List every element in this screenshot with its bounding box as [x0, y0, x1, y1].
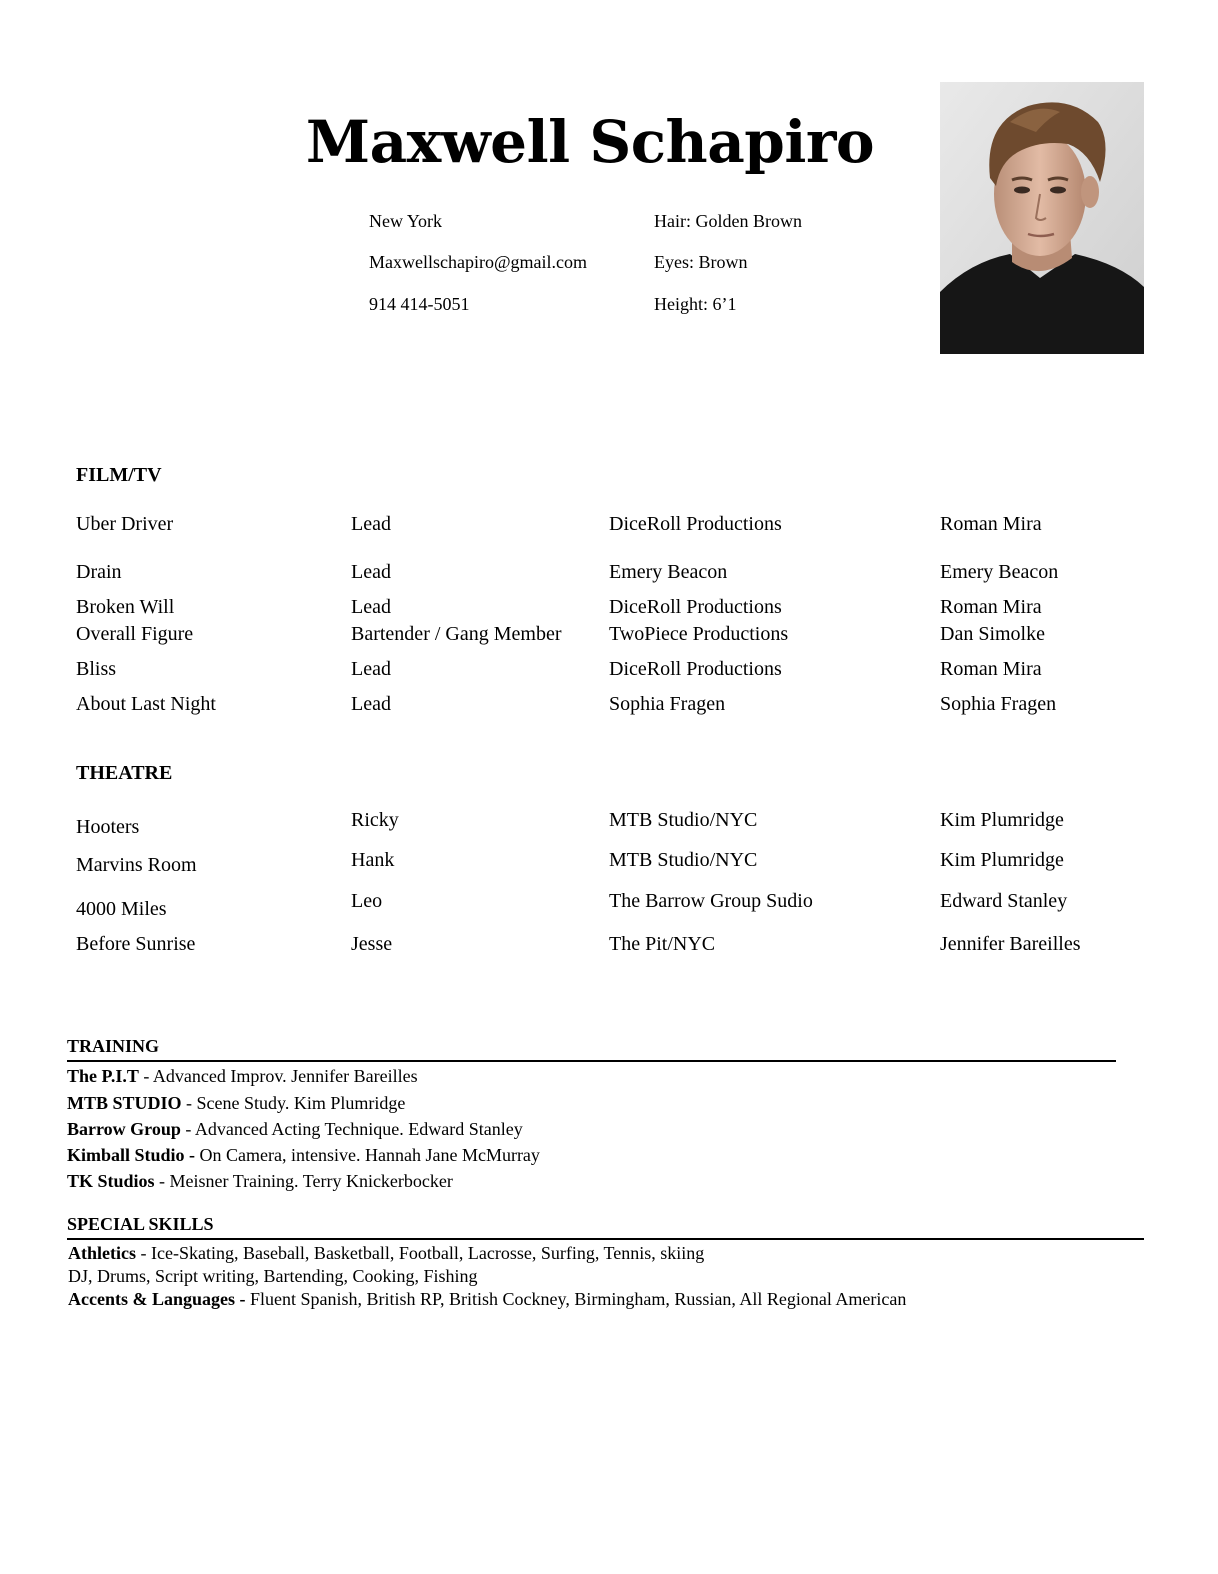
play-title: Before Sunrise — [76, 933, 196, 955]
play-director: Edward Stanley — [940, 890, 1068, 912]
film-role: Lead — [351, 561, 391, 583]
eye-color: Eyes: Brown — [654, 252, 748, 272]
play-company: The Pit/NYC — [609, 933, 716, 955]
play-title: Marvins Room — [76, 854, 197, 876]
training-item — [67, 1093, 405, 1114]
actor-name: Maxwell Schapiro — [305, 108, 875, 176]
training-school: MTB STUDIO — [67, 1093, 182, 1113]
accents-line — [68, 1289, 906, 1310]
training-separator: - — [180, 1119, 195, 1139]
film-director: Sophia Fragen — [940, 693, 1057, 715]
film-role: Lead — [351, 693, 391, 715]
play-title: Hooters — [76, 816, 140, 838]
athletics-separator: - — [135, 1243, 151, 1263]
play-role: Jesse — [351, 933, 393, 955]
location: New York — [369, 211, 443, 231]
film-company: DiceRoll Productions — [609, 658, 782, 680]
play-role: Leo — [351, 890, 383, 912]
play-director: Jennifer Bareilles — [940, 933, 1081, 955]
training-school: TK Studios — [67, 1171, 155, 1191]
athletics-list: Ice-Skating, Baseball, Basketball, Football, Lacrosse, Surfing, Tennis, skiing — [150, 1243, 705, 1263]
training-detail: On Camera, intensive. Hannah Jane McMurray — [199, 1145, 540, 1165]
height: Height: 6’1 — [654, 294, 737, 314]
accents-label: Accents & Languages - — [68, 1289, 246, 1309]
training-detail: Advanced Improv. Jennifer Bareilles — [152, 1066, 418, 1086]
film-role: Lead — [351, 513, 391, 535]
play-director: Kim Plumridge — [940, 849, 1064, 871]
film-title: Drain — [76, 561, 122, 583]
email: Maxwellschapiro@gmail.com — [369, 252, 588, 272]
athletics-label: Athletics — [68, 1243, 136, 1263]
training-separator: - — [181, 1093, 197, 1113]
training-divider — [67, 1060, 1116, 1062]
film-director: Emery Beacon — [940, 561, 1059, 583]
skills-divider — [67, 1238, 1144, 1240]
training-heading: TRAINING — [67, 1036, 160, 1056]
training-school: Barrow Group — [67, 1119, 181, 1139]
training-detail: Scene Study. Kim Plumridge — [196, 1093, 406, 1113]
headshot-photo — [940, 82, 1144, 354]
training-item — [67, 1171, 453, 1192]
training-detail: Meisner Training. Terry Knickerbocker — [169, 1171, 453, 1191]
film-director: Roman Mira — [940, 513, 1042, 535]
film-director: Roman Mira — [940, 596, 1042, 618]
training-item — [67, 1145, 540, 1166]
training-separator: - — [138, 1066, 153, 1086]
film-company: TwoPiece Productions — [609, 623, 789, 645]
training-school: Kimball Studio - — [67, 1145, 196, 1165]
film-company: DiceRoll Productions — [609, 596, 782, 618]
play-company: The Barrow Group Sudio — [609, 890, 813, 912]
film-role: Lead — [351, 658, 391, 680]
film-title: Overall Figure — [76, 623, 194, 645]
other-skills-line: DJ, Drums, Script writing, Bartending, Cooking, Fishing — [68, 1266, 478, 1286]
play-company: MTB Studio/NYC — [609, 849, 758, 871]
training-item — [67, 1066, 418, 1087]
film-title: About Last Night — [76, 693, 216, 715]
film-title: Uber Driver — [76, 513, 174, 535]
theatre-heading: THEATRE — [76, 762, 173, 784]
film-tv-heading: FILM/TV — [76, 464, 162, 486]
play-title: 4000 Miles — [76, 898, 167, 920]
film-director: Dan Simolke — [940, 623, 1045, 645]
film-company: Emery Beacon — [609, 561, 728, 583]
training-item — [67, 1119, 523, 1140]
training-school: The P.I.T — [67, 1066, 139, 1086]
play-role: Ricky — [351, 809, 399, 831]
film-role: Lead — [351, 596, 391, 618]
film-title: Bliss — [76, 658, 117, 680]
play-role: Hank — [351, 849, 395, 871]
film-director: Roman Mira — [940, 658, 1042, 680]
film-company: Sophia Fragen — [609, 693, 726, 715]
play-company: MTB Studio/NYC — [609, 809, 758, 831]
film-title: Broken Will — [76, 596, 175, 618]
training-separator: - — [154, 1171, 170, 1191]
play-director: Kim Plumridge — [940, 809, 1064, 831]
training-detail: Advanced Acting Technique. Edward Stanley — [194, 1119, 523, 1139]
hair-color: Hair: Golden Brown — [654, 211, 802, 231]
phone: 914 414-5051 — [369, 294, 470, 314]
special-skills-heading: SPECIAL SKILLS — [67, 1214, 214, 1234]
film-company: DiceRoll Productions — [609, 513, 782, 535]
film-role: Bartender / Gang Member — [351, 623, 562, 645]
accents-list: Fluent Spanish, British RP, British Cockney, Birmingham, Russian, All Regional American — [250, 1289, 907, 1309]
athletics-line — [68, 1243, 704, 1264]
